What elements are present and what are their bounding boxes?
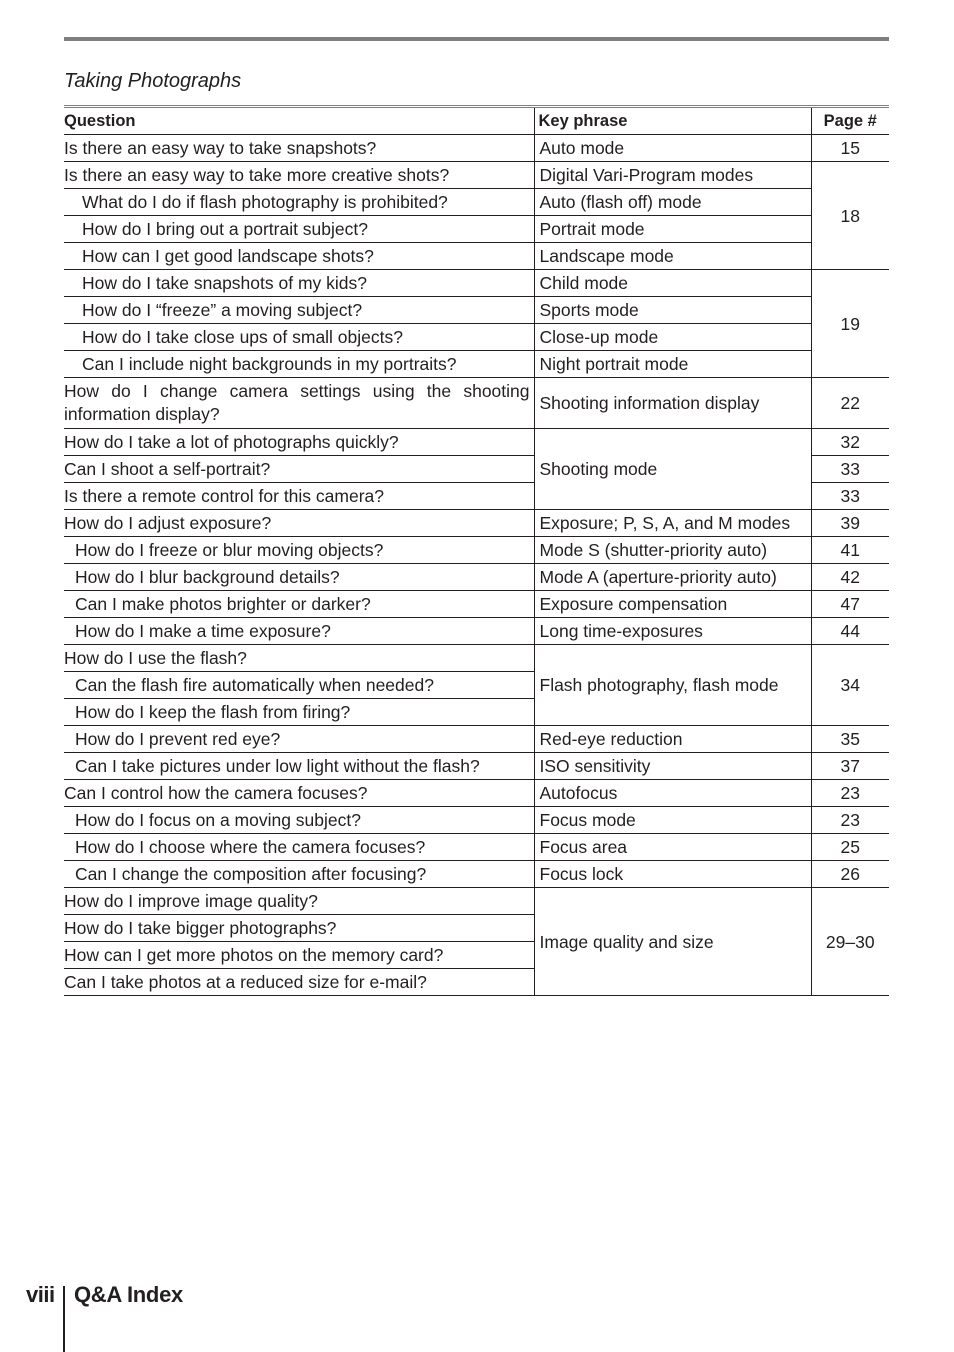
table-row (64, 510, 889, 537)
page-cell: 25 (811, 834, 889, 861)
table-row (64, 162, 889, 189)
key-phrase-header: Key phrase (534, 107, 811, 135)
page-cell: 47 (811, 591, 889, 618)
key-phrase-cell: Autofocus (534, 780, 811, 807)
question-cell: How do I use the flash? (64, 645, 534, 672)
question-cell: Can I include night backgrounds in my portraits? (64, 351, 534, 378)
question-cell: How do I improve image quality? (64, 888, 534, 915)
question-cell: Is there a remote control for this camera? (64, 483, 534, 510)
question-cell: How do I take snapshots of my kids? (64, 270, 534, 297)
question-cell: How do I choose where the camera focuses? (64, 834, 534, 861)
table-row (64, 270, 889, 297)
table-row (64, 135, 889, 162)
question-cell: Can I control how the camera focuses? (64, 780, 534, 807)
page-number: viii (26, 1282, 55, 1307)
table-row (64, 753, 889, 780)
key-phrase-cell: Portrait mode (534, 216, 811, 243)
question-cell: How do I keep the flash from firing? (64, 699, 534, 726)
question-cell: How do I adjust exposure? (64, 510, 534, 537)
question-cell: How do I take bigger photographs? (64, 915, 534, 942)
question-cell: Is there an easy way to take snapshots? (64, 135, 534, 162)
question-header: Question (64, 107, 534, 135)
key-phrase-cell: Focus area (534, 834, 811, 861)
question-cell: How do I freeze or blur moving objects? (64, 537, 534, 564)
page-cell: 15 (811, 135, 889, 162)
question-cell: Can the flash fire automatically when needed? (64, 672, 534, 699)
question-cell: How can I get good landscape shots? (64, 243, 534, 270)
page-cell: 22 (811, 378, 889, 429)
question-cell: How do I bring out a portrait subject? (64, 216, 534, 243)
question-cell: How do I “freeze” a moving subject? (64, 297, 534, 324)
key-phrase-cell: Shooting information display (534, 378, 811, 429)
key-phrase-cell: Child mode (534, 270, 811, 297)
page-cell: 39 (811, 510, 889, 537)
table-row (64, 243, 889, 270)
key-phrase-cell: Close-up mode (534, 324, 811, 351)
table-row (64, 888, 889, 915)
key-phrase-cell: Night portrait mode (534, 351, 811, 378)
question-cell: How do I focus on a moving subject? (64, 807, 534, 834)
question-cell: How do I take close ups of small objects? (64, 324, 534, 351)
table-row (64, 189, 889, 216)
page-cell: 35 (811, 726, 889, 753)
key-phrase-cell: ISO sensitivity (534, 753, 811, 780)
page-cell: 33 (811, 483, 889, 510)
table-row (64, 645, 889, 672)
table-row (64, 861, 889, 888)
page-header: Page # (811, 107, 889, 135)
question-cell: How do I blur background details? (64, 564, 534, 591)
table-row (64, 726, 889, 753)
key-phrase-cell: Auto (flash off) mode (534, 189, 811, 216)
footer-title: Q&A Index (74, 1282, 183, 1307)
question-cell: How do I take a lot of photographs quickly? (64, 429, 534, 456)
key-phrase-cell: Focus lock (534, 861, 811, 888)
question-cell: How do I prevent red eye? (64, 726, 534, 753)
page-cell: 33 (811, 456, 889, 483)
table-row (64, 297, 889, 324)
question-cell: How can I get more photos on the memory card? (64, 942, 534, 969)
page-cell: 23 (811, 807, 889, 834)
table-row (64, 216, 889, 243)
key-phrase-cell: Exposure compensation (534, 591, 811, 618)
page-cell: 37 (811, 753, 889, 780)
key-phrase-cell: Sports mode (534, 297, 811, 324)
question-cell: Can I make photos brighter or darker? (64, 591, 534, 618)
table-row (64, 834, 889, 861)
page-cell: 18 (811, 162, 889, 270)
key-phrase-cell: Red-eye reduction (534, 726, 811, 753)
key-phrase-cell: Digital Vari-Program modes (534, 162, 811, 189)
table-row (64, 618, 889, 645)
key-phrase-cell: Auto mode (534, 135, 811, 162)
table-row (64, 537, 889, 564)
question-cell: Can I change the composition after focusing? (64, 861, 534, 888)
question-cell: Can I take pictures under low light without the flash? (64, 753, 534, 780)
key-phrase-cell: Long time-exposures (534, 618, 811, 645)
page-cell: 26 (811, 861, 889, 888)
table-row (64, 324, 889, 351)
question-cell: How do I change camera settings using the shooting information display? (64, 378, 534, 429)
question-cell: What do I do if flash photography is prohibited? (64, 189, 534, 216)
table-row (64, 351, 889, 378)
page-cell: 23 (811, 780, 889, 807)
top-rule (64, 37, 889, 41)
page-cell: 44 (811, 618, 889, 645)
qa-table (64, 105, 889, 996)
page-cell: 34 (811, 645, 889, 726)
table-row (64, 564, 889, 591)
table-row (64, 807, 889, 834)
question-cell: Is there an easy way to take more creative shots? (64, 162, 534, 189)
page-cell: 19 (811, 270, 889, 378)
page-cell: 32 (811, 429, 889, 456)
page-cell: 41 (811, 537, 889, 564)
table-row (64, 378, 889, 429)
key-phrase-cell: Focus mode (534, 807, 811, 834)
key-phrase-cell: Image quality and size (534, 888, 811, 996)
page-cell: 42 (811, 564, 889, 591)
question-cell: How do I make a time exposure? (64, 618, 534, 645)
header-row (64, 107, 889, 135)
key-phrase-cell: Exposure; P, S, A, and M modes (534, 510, 811, 537)
question-cell: Can I shoot a self-portrait? (64, 456, 534, 483)
key-phrase-cell: Mode S (shutter-priority auto) (534, 537, 811, 564)
footer-divider (63, 1286, 65, 1352)
section-title: Taking Photographs (64, 70, 242, 92)
key-phrase-cell: Flash photography, flash mode (534, 645, 811, 726)
key-phrase-cell: Shooting mode (534, 429, 811, 510)
question-cell: Can I take photos at a reduced size for e-mail? (64, 969, 534, 996)
table-row (64, 429, 889, 456)
table-row (64, 780, 889, 807)
page-cell: 29–30 (811, 888, 889, 996)
key-phrase-cell: Landscape mode (534, 243, 811, 270)
table-row (64, 591, 889, 618)
key-phrase-cell: Mode A (aperture-priority auto) (534, 564, 811, 591)
